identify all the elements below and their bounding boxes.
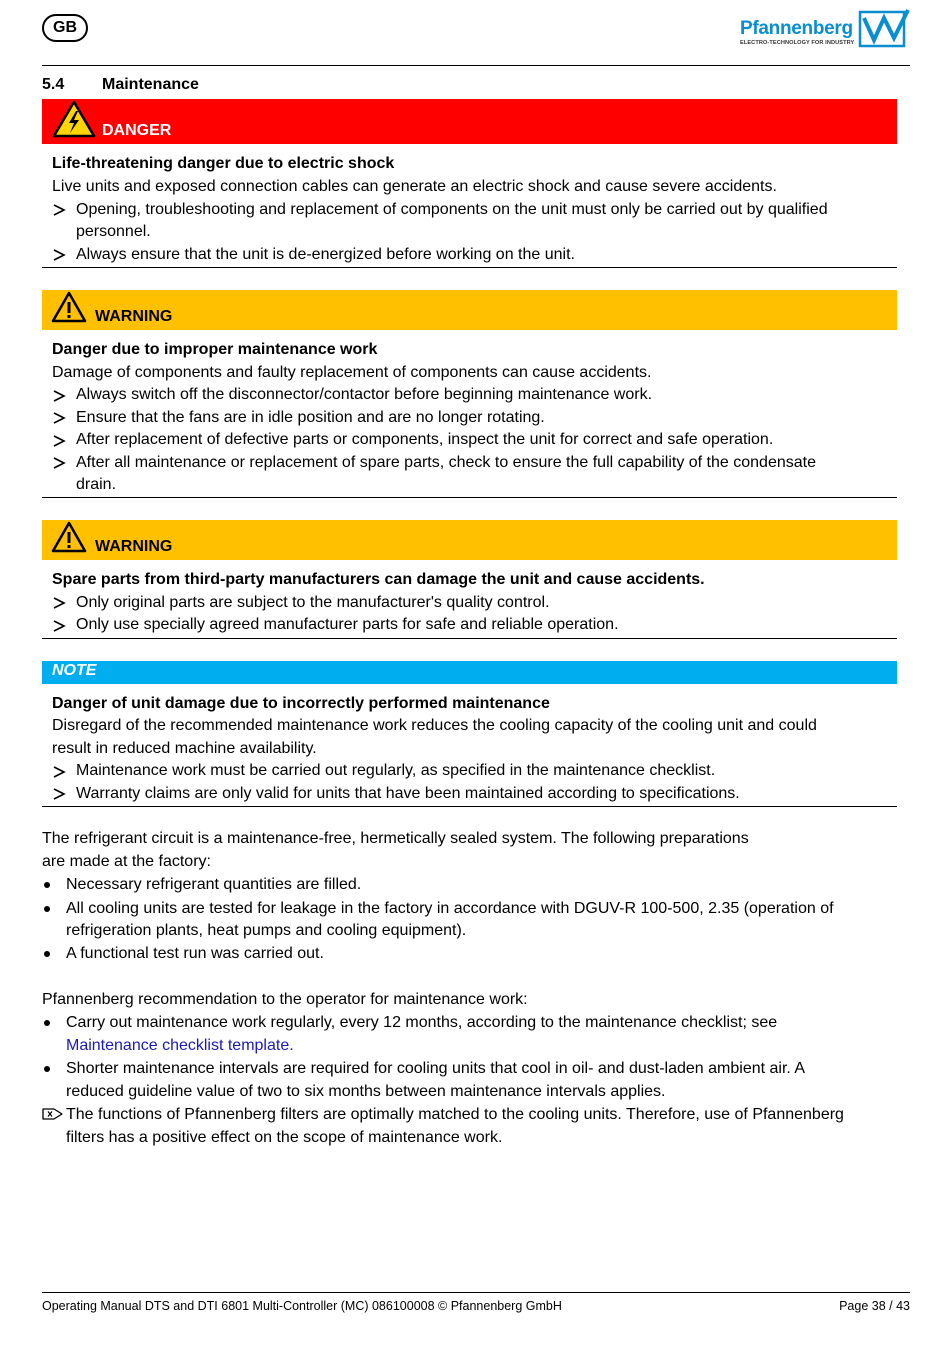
electric-hazard-icon <box>52 100 96 138</box>
arrow-bullet-icon <box>52 434 66 448</box>
note-banner <box>42 661 897 684</box>
list-item: Maintenance work must be carried out regularly, as specified in the maintenance checklist. <box>76 762 716 779</box>
arrow-bullet-icon <box>52 248 66 262</box>
arrow-bullet-icon <box>52 596 66 610</box>
hint-text: The functions of Pfannenberg filters are optimally matched to the cooling units. Therefore, use of Pfannenberg <box>66 1106 844 1123</box>
note-intro-continuation: result in reduced machine availability. <box>52 740 317 757</box>
arrow-bullet-icon <box>52 765 66 779</box>
danger-banner <box>42 99 897 144</box>
list-item: Shorter maintenance intervals are required for cooling units that cool in oil- and dust-laden ambient air. A <box>66 1060 806 1077</box>
arrow-bullet-icon <box>52 411 66 425</box>
list-item: All cooling units are tested for leakage in the factory in accordance with DGUV-R 100-500, 2.35 (operation of <box>66 900 834 917</box>
note-label: NOTE <box>52 662 97 679</box>
list-item: After all maintenance or replacement of spare parts, check to ensure the full capability of the condensate <box>76 454 816 471</box>
company-logo <box>740 6 912 48</box>
section-number: 5.4 <box>42 76 65 93</box>
warning-triangle-icon <box>51 291 87 323</box>
warning-banner <box>42 520 897 560</box>
list-item: Opening, troubleshooting and replacement of components on the unit must only be carried out by qualified <box>76 201 828 218</box>
danger-intro: Live units and exposed connection cables can generate an electric shock and cause severe accidents. <box>52 178 777 195</box>
bullet-dot-icon <box>44 882 50 888</box>
header-divider <box>42 65 910 66</box>
footer-divider <box>42 1292 910 1293</box>
arrow-bullet-icon <box>52 389 66 403</box>
arrow-bullet-icon <box>52 203 66 217</box>
logo-mark-icon <box>858 8 910 48</box>
bullet-dot-icon <box>44 1020 50 1026</box>
warning-banner <box>42 290 897 330</box>
section-title: Maintenance <box>102 76 199 93</box>
maintenance-checklist-link[interactable]: Maintenance checklist template. <box>66 1037 294 1054</box>
list-item: Only original parts are subject to the manufacturer's quality control. <box>76 594 550 611</box>
warning-label: WARNING <box>95 308 173 325</box>
body-paragraph-continuation: are made at the factory: <box>42 853 211 870</box>
list-item: Ensure that the fans are in idle position and are no longer rotating. <box>76 409 545 426</box>
list-item: Carry out maintenance work regularly, every 12 months, according to the maintenance checklist; see <box>66 1014 778 1031</box>
list-item: A functional test run was carried out. <box>66 945 324 962</box>
hint-text-continuation: filters has a positive effect on the scope of maintenance work. <box>66 1129 503 1146</box>
bullet-dot-icon <box>44 1066 50 1072</box>
warning-triangle-icon <box>51 521 87 553</box>
bullet-dot-icon <box>44 951 50 957</box>
list-item: Necessary refrigerant quantities are filled. <box>66 876 362 893</box>
body-paragraph: Pfannenberg recommendation to the operator for maintenance work: <box>42 991 528 1008</box>
list-item: Always ensure that the unit is de-energized before working on the unit. <box>76 246 575 263</box>
note-heading: Danger of unit damage due to incorrectly performed maintenance <box>52 695 550 712</box>
danger-heading: Life-threatening danger due to electric shock <box>52 155 395 172</box>
list-item: Always switch off the disconnector/contactor before beginning maintenance work. <box>76 386 653 403</box>
danger-divider <box>42 267 897 268</box>
footer-document-info: Operating Manual DTS and DTI 6801 Multi-Controller (MC) 086100008 © Pfannenberg GmbH <box>42 1299 562 1313</box>
warning-intro: Damage of components and faulty replacement of components can cause accidents. <box>52 364 652 381</box>
list-item: Warranty claims are only valid for units that have been maintained according to specifications. <box>76 785 740 802</box>
bullet-dot-icon <box>44 906 50 912</box>
list-item: Only use specially agreed manufacturer parts for safe and reliable operation. <box>76 616 619 633</box>
list-item-continuation: personnel. <box>76 223 151 240</box>
list-item-continuation: drain. <box>76 476 117 493</box>
warning-divider <box>42 497 897 498</box>
logo-name: Pfannenberg <box>740 18 853 39</box>
warning-heading: Danger due to improper maintenance work <box>52 341 378 358</box>
logo-tagline: ELECTRO-TECHNOLOGY FOR INDUSTRY <box>740 40 855 46</box>
arrow-bullet-icon <box>52 619 66 633</box>
list-item-continuation: refrigeration plants, heat pumps and cooling equipment). <box>66 922 467 939</box>
warning-divider <box>42 638 897 639</box>
note-divider <box>42 806 897 807</box>
language-badge: GB <box>42 14 88 42</box>
body-paragraph: The refrigerant circuit is a maintenance-free, hermetically sealed system. The following preparations <box>42 830 749 847</box>
arrow-bullet-icon <box>52 787 66 801</box>
list-item: After replacement of defective parts or components, inspect the unit for correct and safe operation. <box>76 431 774 448</box>
warning-label: WARNING <box>95 538 173 555</box>
footer-page-number: Page 38 / 43 <box>839 1299 910 1313</box>
warning-heading: Spare parts from third-party manufacturers can damage the unit and cause accidents. <box>52 571 705 588</box>
list-item-continuation: reduced guideline value of two to six months between maintenance intervals applies. <box>66 1083 666 1100</box>
arrow-bullet-icon <box>52 456 66 470</box>
danger-label: DANGER <box>102 122 172 139</box>
hint-hand-icon <box>42 1107 64 1121</box>
note-intro: Disregard of the recommended maintenance work reduces the cooling capacity of the cooling unit and could <box>52 717 817 734</box>
